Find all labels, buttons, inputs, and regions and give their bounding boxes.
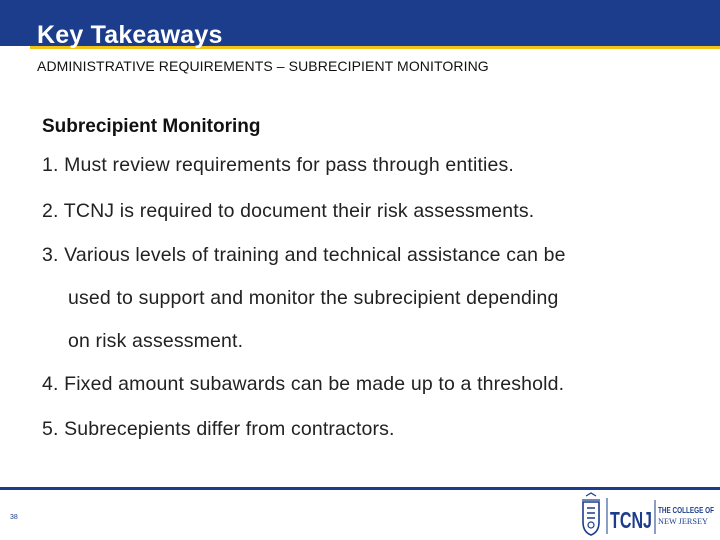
slide-title: Key Takeaways xyxy=(37,21,223,49)
list-item-continuation: on risk assessment. xyxy=(68,330,244,352)
logo-name-line1: THE COLLEGE OF xyxy=(658,505,714,515)
list-item: 3. Various levels of training and technical assistance can be xyxy=(42,244,566,266)
list-item-continuation: used to support and monitor the subrecipient depending xyxy=(68,287,559,309)
college-seal-icon xyxy=(582,493,600,535)
section-heading: Subrecipient Monitoring xyxy=(42,116,261,137)
tcnj-logo xyxy=(578,492,718,536)
list-item: 2. TCNJ is required to document their risk assessments. xyxy=(42,200,535,222)
list-item: 1. Must review requirements for pass through entities. xyxy=(42,154,514,176)
logo-abbreviation: TCNJ xyxy=(610,507,652,533)
list-item: 4. Fixed amount subawards can be made up to a threshold. xyxy=(42,373,565,395)
slide-subtitle: ADMINISTRATIVE REQUIREMENTS – SUBRECIPIENT MONITORING xyxy=(37,58,489,74)
logo-name-line2: NEW JERSEY xyxy=(658,516,708,526)
footer-line xyxy=(0,487,720,490)
list-item: 5. Subrecepients differ from contractors. xyxy=(42,418,395,440)
page-number: 38 xyxy=(10,514,18,521)
